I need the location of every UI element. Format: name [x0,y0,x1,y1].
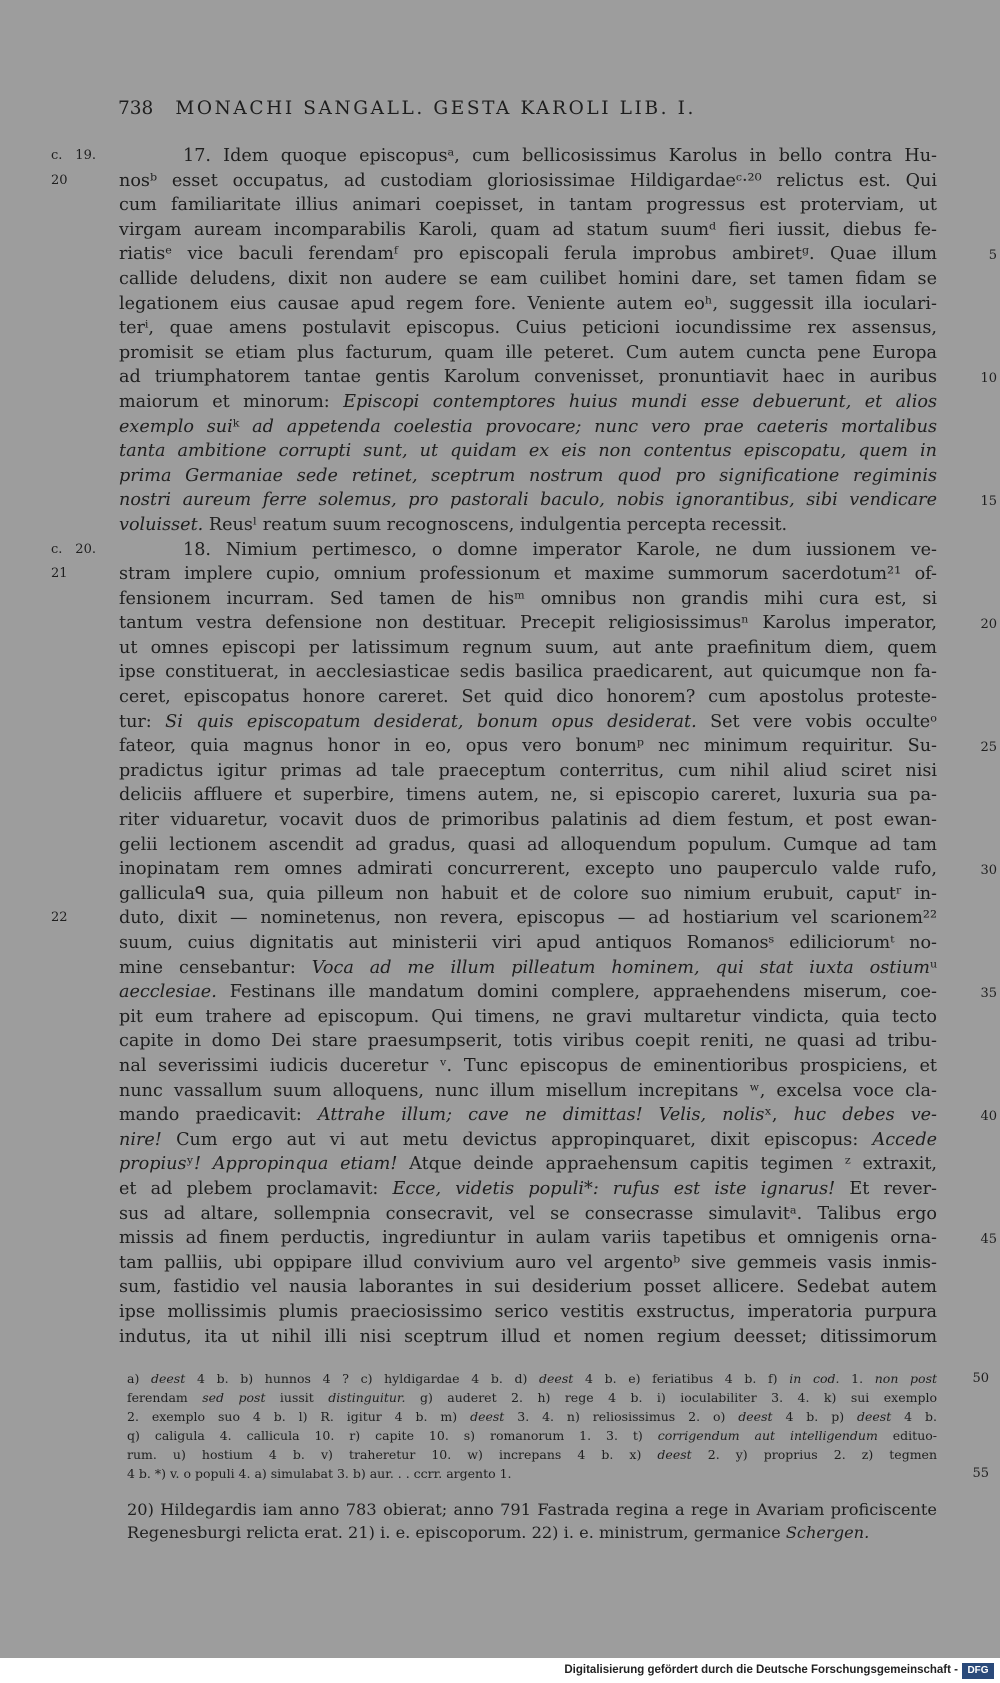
line-text: ferendam sed post iussit distinguitur. g) auderet 2. h) rege 4 b. i) ioculabiliter 3. 4. k) sui exemplo [127,1390,937,1405]
running-header [118,98,878,119]
line-text: ipse constituerat, in aecclesiasticae sedis basilica praedicarent, aut quicumque non fa- [119,662,937,683]
footnotes [127,1499,937,1544]
apparatus-line [127,1407,937,1426]
text-line [119,365,997,390]
text-line [119,488,997,513]
apparatus-line [127,1426,937,1445]
line-text: nire! Cum ergo aut vi aut metu devictus appropinquaret, dixit episcopus: Accede [119,1129,937,1150]
line-number: 45 [980,1232,997,1248]
apparatus-line [127,1388,937,1407]
text-line [119,1300,937,1325]
text-line [119,193,937,218]
line-text: propiusʸ! Appropinqua etiam! Atque deinde appraehensum capitis tegimen ᶻ extraxit, [119,1154,937,1175]
line-text: pit eum trahere ad episcopum. Qui timens, ne gravi multaretur vindicta, quia tecto [119,1006,937,1027]
line-text: exemplo suiᵏ ad appetenda coelestia provocare; nunc vero prae caeteris mortalibus [119,416,937,437]
line-text: ad triumphatorem tantae gentis Karolum convenisset, pronuntiavit haec in auribus [119,367,937,388]
text-line [119,759,937,784]
line-text: 17. Idem quoque episcopusᵃ, cum bellicosissimus Karolus in bello contra Hu- [183,146,937,166]
apparatus-line [127,1464,989,1483]
text-line [119,611,997,636]
line-text: mine censebantur: Voca ad me illum pilleatum hominem, qui stat iuxta ostiumᵘ [119,957,937,978]
line-text: prima Germaniae sede retinet, sceptrum nostrum quod pro significatione regiminis [119,465,937,486]
text-line [119,1128,937,1153]
text-line [51,562,937,587]
text-line [119,783,937,808]
line-number: 20 [980,617,997,633]
line-text: nosᵇ esset occupatus, ad custodiam gloriosissimae Hildigardaeᶜ·²⁰ relictus est. Qui [119,170,937,191]
text-line [119,513,937,538]
text-line [51,906,937,931]
line-number: 50 [972,1371,989,1386]
text-line [119,242,997,267]
line-text: 18. Nimium pertimesco, o domne imperator Karole, ne dum iussionem ve- [183,539,937,560]
text-line [119,956,937,981]
text-line [119,636,937,661]
running-title: MONACHI SANGALL. GESTA KAROLI LIB. I. [175,98,697,119]
text-line [119,1177,937,1202]
text-line [119,1251,937,1276]
line-text: aecclesiae. Festinans ille mandatum domini complere, appraehendens miserum, coe- [119,982,937,1003]
footnote-line [127,1522,937,1545]
line-text: mando praedicavit: Attrahe illum; cave ne dimittas! Velis, nolisˣ, huc debes ve- [119,1105,937,1126]
text-line [119,931,937,956]
text-line [51,169,937,194]
line-text: gelii lectionem ascendit ad gradus, quasi ad alloquendum populum. Cumque ad tam [119,834,937,855]
line-text: nunc vassallum suum alloquens, nunc illum misellum increpitans ʷ, excelsa voce cla- [119,1080,937,1101]
apparatus-line [127,1369,989,1388]
line-text: indutus, ita ut nihil illi nisi sceptrum illud et nomen regium deesset; ditissimorum [119,1326,937,1347]
margin-reference: c. 20. [51,541,96,557]
text-line [119,1005,937,1030]
line-text: Regenesburgi relicta erat. 21) i. e. episcoporum. 22) i. e. ministrum, germanice Schergen. [127,1522,870,1542]
line-text: suum, cuius dignitatis aut ministerii viri apud antiquos Romanosˢ ediliciorumᵗ no- [119,933,937,953]
line-number: 5 [988,248,997,264]
line-text: 20) Hildegardis iam anno 783 obierat; anno 791 Fastrada regina a rege in Avariam proficiscente [127,1500,937,1519]
text-line [119,1079,937,1104]
main-text [51,144,997,1349]
line-text: rum. u) hostium 4 b. v) traheretur 10. w) increpans 4 b. x) deest 2. y) proprius 2. z) tegmen [127,1447,937,1462]
page-number: 738 [118,98,154,119]
line-text: terⁱ, quae amens postulavit episcopus. Cuius peticioni iocundissime rex assensus, [119,318,937,339]
text-line [119,808,937,833]
line-text: capite in domo Dei stare praesumpserit, totis viribus coepit reniti, ne quasi ad tribu- [119,1031,937,1052]
line-text: sus ad altare, sollempnia consecravit, vel se consecrasse simulavitᵃ. Talibus ergo [119,1203,937,1224]
line-text: tam palliis, ubi oppipare illud convivium auro vel argentoᵇ sive gemmeis vasis inmis- [119,1252,937,1273]
text-line [119,341,937,366]
apparatus-line [127,1445,937,1464]
margin-reference: 20 [51,172,68,188]
line-text: riatisᵉ vice baculi ferendamᶠ pro episcopali ferula improbus ambiretᵍ. Quae illum [119,244,937,265]
text-line [119,292,937,317]
line-text: callide deludens, dixit non audere se eam cuilibet homini dare, set tamen fidam se [119,268,937,289]
line-text: deliciis affluere et superbire, timens autem, ne, si episcopio careret, luxuria sua pa- [119,785,937,806]
line-text: maiorum et minorum: Episcopi contemptores huius mundi esse debuerunt, et alios [119,391,937,412]
text-line [119,1054,937,1079]
text-line [119,1275,937,1300]
line-number: 35 [980,986,997,1002]
line-text: stram implere cupio, omnium professionum et maxime summorum sacerdotum²¹ of- [119,564,937,585]
line-text: promisit se etiam plus facturum, quam ille peteret. Cum autem cuncta pene Europa [119,342,937,363]
line-text: et ad plebem proclamavit: Ecce, videtis populi*: rufus est iste ignarus! Et rever- [119,1178,937,1199]
text-line [119,439,937,464]
line-text: tantum vestra defensione non destituar. Precepit religiosissimusⁿ Karolus imperator, [119,613,937,634]
line-text: legationem eius causae apud regem fore. Veniente autem eoʰ, suggessit illa ioculari- [119,293,937,314]
text-line [119,1202,937,1227]
text-line [119,833,937,858]
line-text: voluisset. Reusˡ reatum suum recognoscens, indulgentia percepta recessit. [119,514,788,535]
text-line [119,980,997,1005]
text-line [119,415,937,440]
line-text: riter viduaretur, vocavit duos de primoribus palatinis ad diem festum, et post ewan- [119,810,937,831]
line-text: 4 b. *) v. o populi 4. a) simulabat 3. b) aur. . . ccrr. argento 1. [127,1466,512,1481]
line-text: tanta ambitione corrupti sunt, ut quidam ex eis non contentus episcopatu, quem in [119,441,937,462]
line-text: ipse mollissimis plumis praeciosissimo serico vestitis exstructus, imperatoria purpura [119,1301,937,1322]
text-line [119,1226,997,1251]
text-line [119,685,937,710]
text-line [51,144,937,169]
funding-credit: Digitalisierung gefördert durch die Deutsche Forschungsgemeinschaft - [564,1664,958,1676]
line-text: 2. exemplo suo 4 b. l) R. igitur 4 b. m) deest 3. 4. n) reliosissimus 2. o) deest 4 b. p) deest 4 b. [127,1409,938,1424]
line-text: missis ad finem perductis, ingrediuntur in aulam variis tapetibus et omnigenis orna- [119,1228,937,1249]
text-line [119,390,937,415]
text-line [119,882,937,907]
line-number: 55 [972,1466,989,1481]
line-text: cum familiaritate illius animari coepisset, in tantam progressus est proterviam, ut [119,195,937,216]
line-text: tur: Si quis episcopatum desiderat, bonum opus desiderat. Set vere vobis occulteᵒ [119,711,937,732]
line-number: 25 [980,740,997,756]
text-line [119,587,937,612]
text-line [119,316,937,341]
line-text: galliculaᑫ sua, quia pilleum non habuit et de colore suo nimium erubuit, caputʳ in- [119,883,937,904]
line-text: q) caligula 4. callicula 10. r) capite 10. s) romanorum 1. 3. t) corrigendum aut intelligendum edituo- [127,1428,937,1443]
line-text: sum, fastidio vel nausia laborantes in sui desiderium posset allicere. Sedebat autem [119,1277,937,1298]
text-line [119,857,997,882]
text-line [119,1029,937,1054]
line-text: fensionem incurram. Sed tamen de hisᵐ omnibus non grandis mihi cura est, si [119,588,937,609]
text-line [119,267,937,292]
margin-reference: 22 [51,910,68,926]
critical-apparatus [127,1369,989,1483]
text-line [119,218,937,243]
text-line [119,710,937,735]
margin-reference: 21 [51,566,68,582]
credit-bar [0,1660,1000,1683]
line-text: ut omnes episcopi per latissimum regnum suum, aut ante praefinitum diem, quem [119,637,937,658]
text-line [119,734,997,759]
text-line [119,660,937,685]
text-line [119,1103,997,1128]
line-text: a) deest 4 b. b) hunnos 4 ? c) hyldigardae 4 b. d) deest 4 b. e) feriatibus 4 b. f) in cod. 1. non post [127,1371,938,1386]
dfg-logo: DFG [962,1663,994,1679]
line-text: nal severissimi iudicis duceretur ᵛ. Tunc episcopus de eminentioribus prospiciens, et [119,1055,937,1076]
line-number: 30 [980,863,997,879]
line-text: ceret, episcopatus honore careret. Set quid dico honorem? cum apostolus proteste- [119,687,937,708]
line-number: 40 [980,1109,997,1125]
text-line [51,538,937,563]
text-line [119,1325,937,1350]
line-text: fateor, quia magnus honor in eo, opus vero bonumᵖ nec minimum requiritur. Su- [119,736,937,757]
line-text: duto, dixit — nominetenus, non revera, episcopus — ad hostiarium vel scarionem²² [119,908,937,929]
line-text: pradictus igitur primas ad tale praeceptum conterritus, cum nihil aliud sciret nisi [119,760,937,781]
footnote-line [127,1499,937,1522]
line-text: inopinatam rem omnes admirati concurrerent, excepto uno pauperculo valde rufo, [119,859,937,880]
text-line [119,1152,937,1177]
line-number: 10 [980,371,997,387]
margin-reference: c. 19. [51,148,96,163]
line-text: nostri aureum ferre solemus, pro pastorali baculo, nobis ignorantibus, sibi vendicare [119,490,937,511]
line-number: 15 [980,494,997,510]
text-line [119,464,937,489]
line-text: virgam auream incomparabilis Karoli, quam ad statum suumᵈ fieri iussit, diebus fe- [119,219,937,240]
